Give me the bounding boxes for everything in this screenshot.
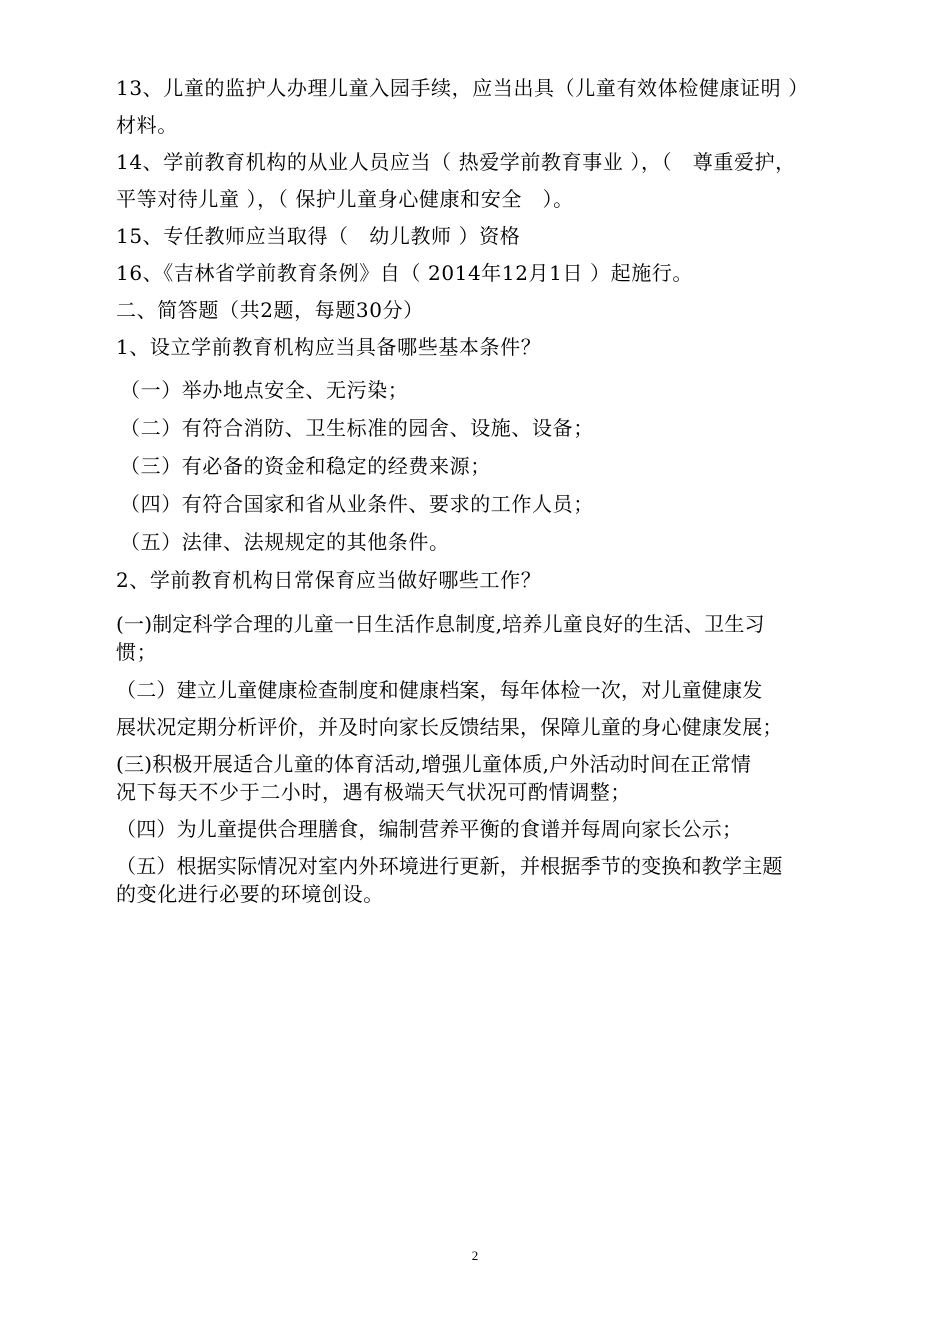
answer-2-item-3-line-1: (三)积极开展适合儿童的体育活动,增强儿童体质,户外活动时间在正常情 [116, 752, 752, 776]
question-15: 15、专任教师应当取得（ 幼儿教师 ）资格 [116, 224, 521, 248]
answer-1-item-1: （一）举办地点安全、无污染； [120, 378, 409, 402]
answer-2-item-5-line-1: （五）根据实际情况对室内外环境进行更新，并根据季节的变换和教学主题 [116, 854, 783, 878]
answer-2-item-2-line-1: （二）建立儿童健康检查制度和健康档案，每年体检一次，对儿童健康发 [116, 678, 763, 702]
page-number: 2 [471, 1248, 479, 1263]
answer-2-item-3-line-2: 况下每天不少于二小时，遇有极端天气状况可酌情调整； [116, 780, 631, 804]
answer-2-item-4: （四）为儿童提供合理膳食，编制营养平衡的食谱并每周向家长公示； [116, 817, 743, 841]
question-13-line-2: 材料。 [116, 113, 178, 137]
question-14-line-1: 14、学前教育机构的从业人员应当（ 热爱学前教育事业 ），（ 尊重爱护， [116, 150, 796, 174]
answer-1-item-2: （二）有符合消防、卫生标准的园舍、设施、设备； [120, 416, 594, 440]
answer-1-item-4: （四）有符合国家和省从业条件、要求的工作人员； [120, 492, 594, 516]
answer-1-item-3: （三）有必备的资金和稳定的经费来源； [120, 454, 491, 478]
answer-2-item-1-line-1: (一)制定科学合理的儿童一日生活作息制度,培养儿童良好的生活、卫生习 [116, 612, 765, 636]
short-answer-question-1: 1、设立学前教育机构应当具备哪些基本条件？ [116, 335, 542, 359]
short-answer-question-2: 2、学前教育机构日常保育应当做好哪些工作？ [116, 568, 542, 592]
answer-1-item-5: （五）法律、法规规定的其他条件。 [120, 530, 450, 554]
section-heading: 二、简答题（共2题，每题30分） [116, 298, 424, 322]
question-14-line-2: 平等对待儿童 ），（ 保护儿童身心健康和安全 ）。 [116, 187, 574, 211]
question-13-line-1: 13、儿童的监护人办理儿童入园手续，应当出具（儿童有效体检健康证明 ） [116, 76, 809, 100]
question-16: 16、《吉林省学前教育条例》自（ 2014年12月1日 ）起施行。 [116, 261, 694, 285]
answer-2-item-2-line-2: 展状况定期分析评价，并及时向家长反馈结果，保障儿童的身心健康发展； [116, 715, 783, 739]
answer-2-item-5-line-2: 的变化进行必要的环境创设。 [116, 882, 384, 906]
answer-2-item-1-line-2: 惯； [116, 640, 158, 664]
